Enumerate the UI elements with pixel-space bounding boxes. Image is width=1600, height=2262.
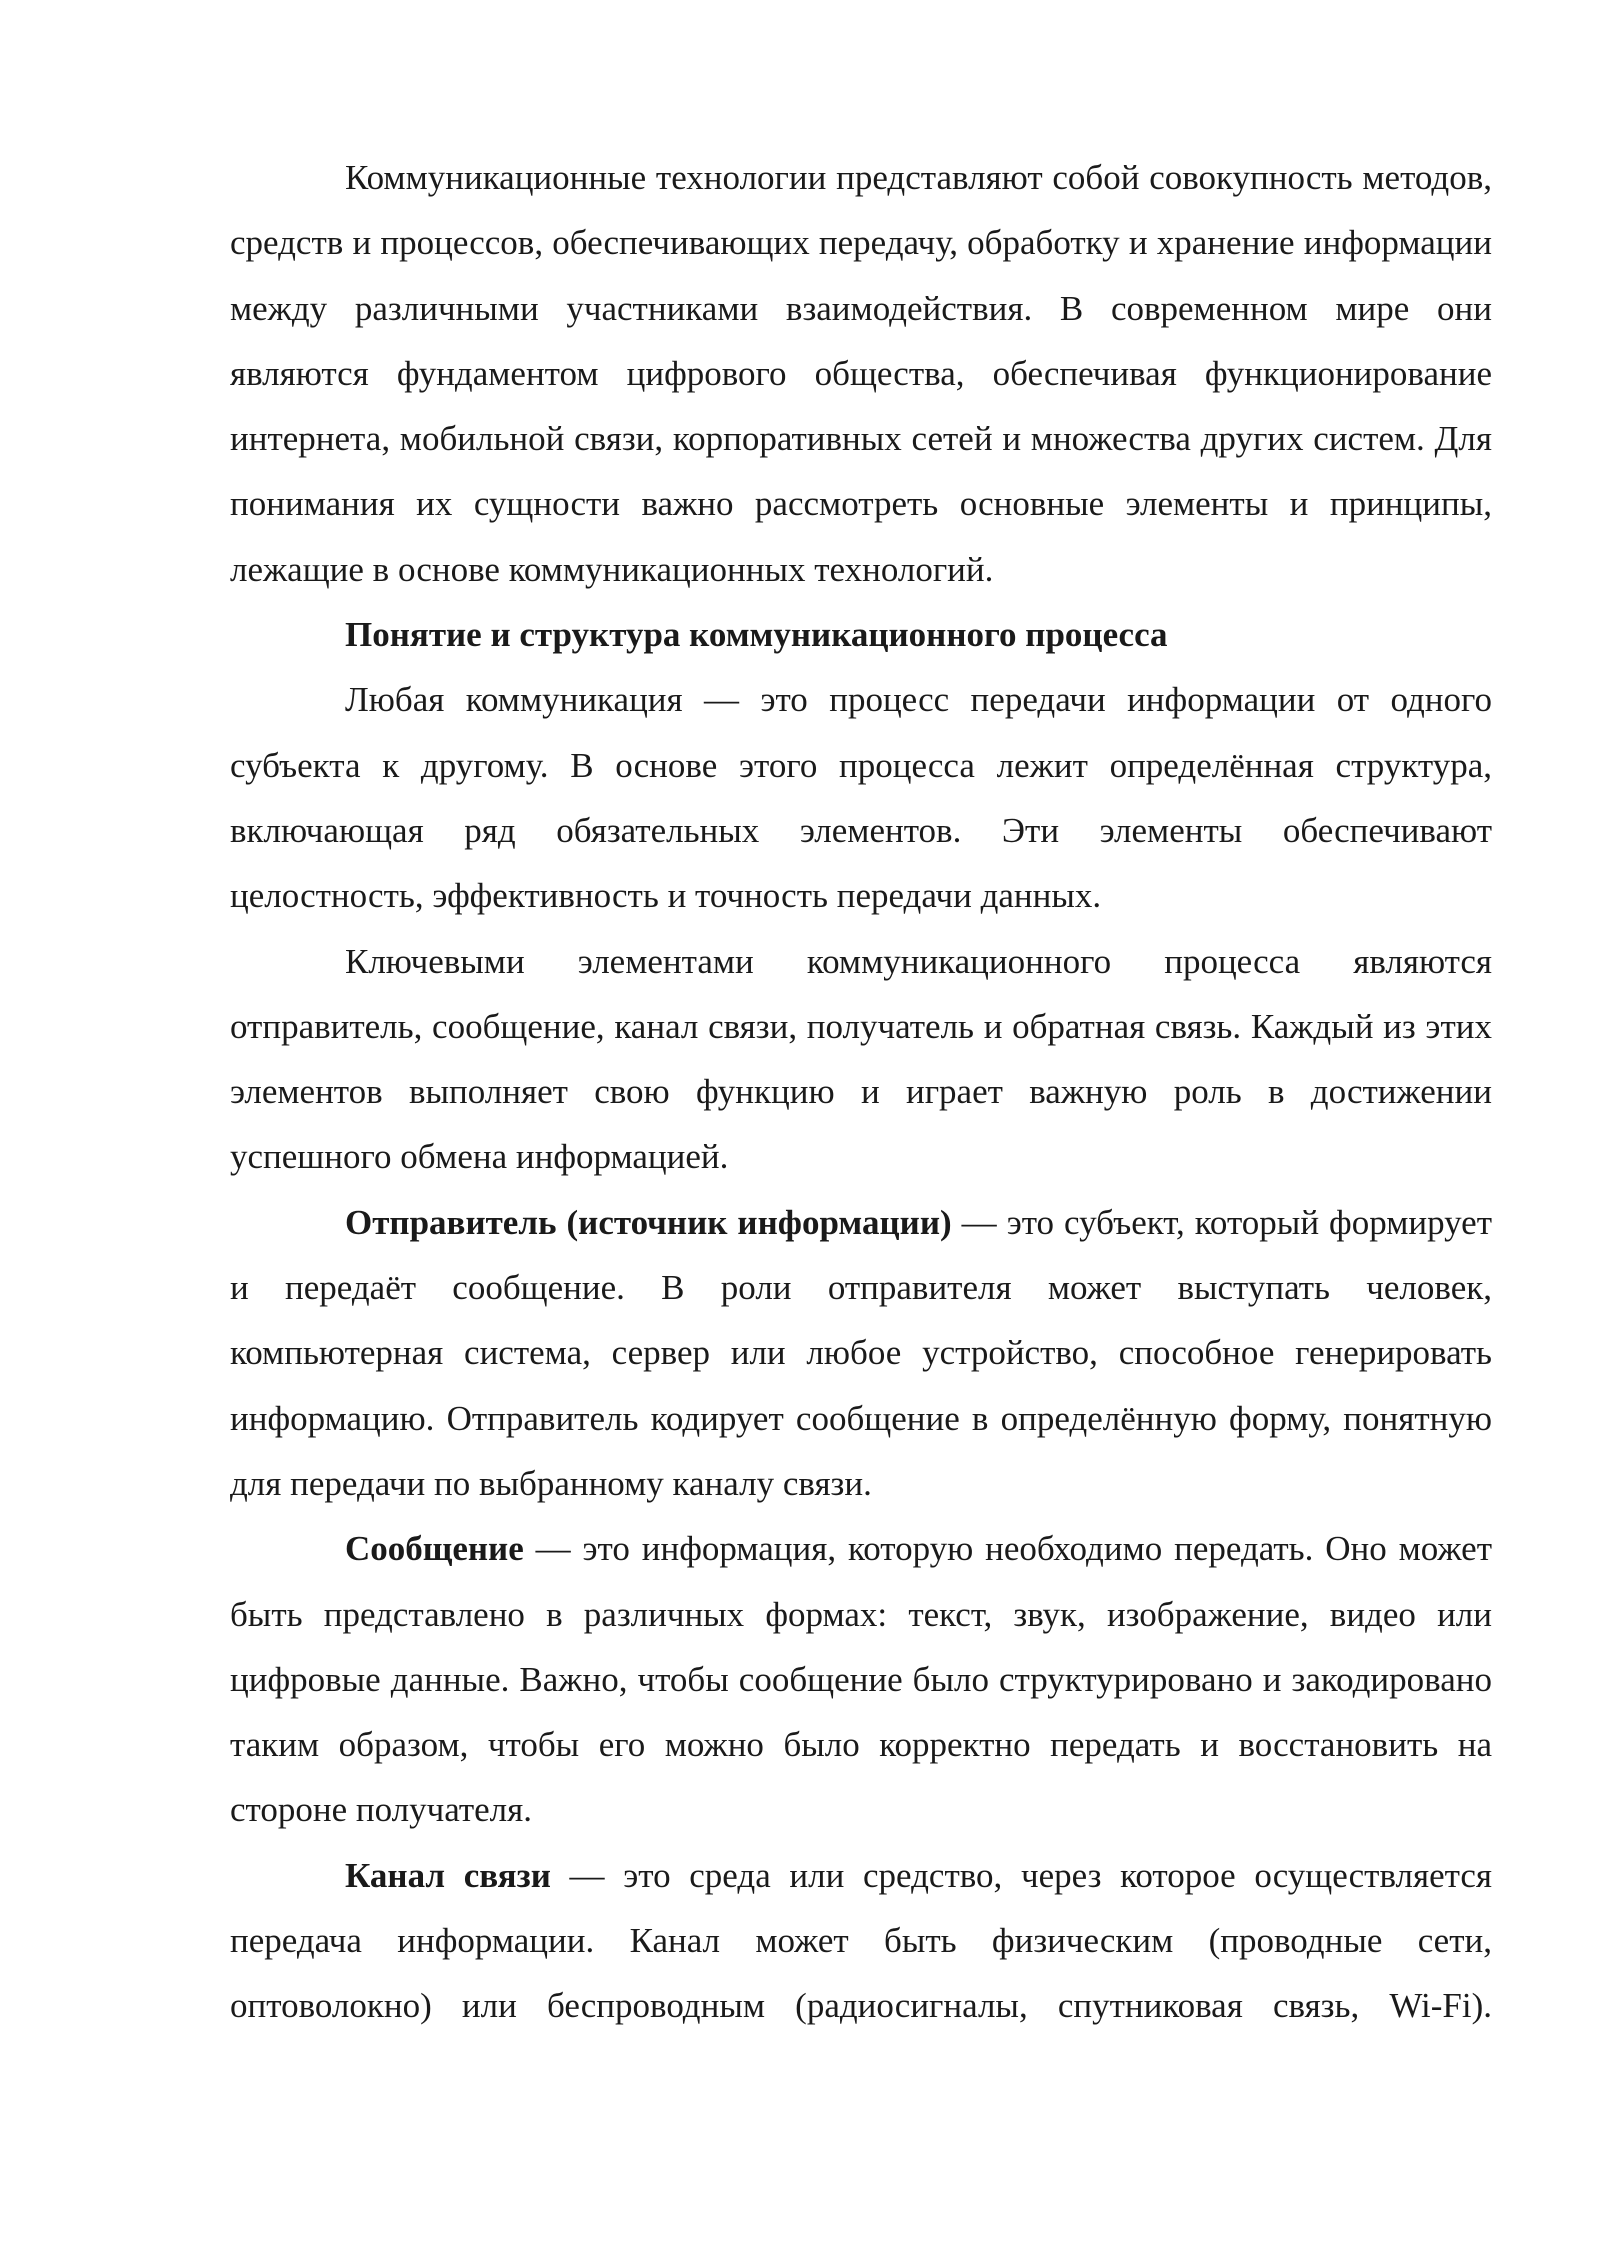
channel-term: Канал связи [345,1855,551,1895]
message-term: Сообщение [345,1529,524,1569]
text-column [230,145,1492,2039]
communication-paragraph: Любая коммуникация — это процесс передачи информации от одного субъекта к другому. В основе этого процесса лежит определённая структура, включающая ряд обязательных элементов. Эти элементы обеспечивают целостность, эффективность и точность передачи данных. [230,680,1492,916]
intro-paragraph: Коммуникационные технологии представляют собой совокупность методов, средств и процессов, обеспечивающих передачу, обработку и хранение информации между различными участниками взаимодействия. В современном мире они являются фундаментом цифрового общества, обеспечивая функционирование интернета, мобильной связи, корпоративных сетей и множества других систем. Для понимания их сущности важно рассмотреть основные элементы и принципы, лежащие в основе коммуникационных технологий. [230,158,1492,589]
channel-paragraph [230,1843,1492,2039]
message-paragraph [230,1516,1492,1842]
key-elements-paragraph: Ключевыми элементами коммуникационного процесса являются отправитель, сообщение, канал связи, получатель и обратная связь. Каждый из этих элементов выполняет свою функцию и играет важную роль в достижении успешного обмена информацией. [230,941,1492,1177]
sender-text: — это субъект, который формирует и передаёт сообщение. В роли отправителя может выступать человек, компьютерная система, сервер или любое устройство, способное генерировать информацию. Отправитель кодирует сообщение в определённую форму, понятную для передачи по выбранному каналу связи. [230,1202,1492,1503]
channel-text: — это среда или средство, через которое осуществляется передача информации. Канал может быть физическим (проводные сети, оптоволокно) или беспроводным (радиосигналы, спутниковая связь, Wi-Fi). [230,1855,1492,2026]
sender-paragraph [230,1190,1492,1516]
message-text: — это информация, которую необходимо передать. Оно может быть представлено в различных формах: текст, звук, изображение, видео или цифровые данные. Важно, чтобы сообщение было структурировано и закодировано таким образом, чтобы его можно было корректно передать и восстановить на стороне получателя. [230,1529,1492,1830]
section-heading: Понятие и структура коммуникационного процесса [345,615,1168,655]
sender-term: Отправитель (источник информации) [345,1202,952,1242]
